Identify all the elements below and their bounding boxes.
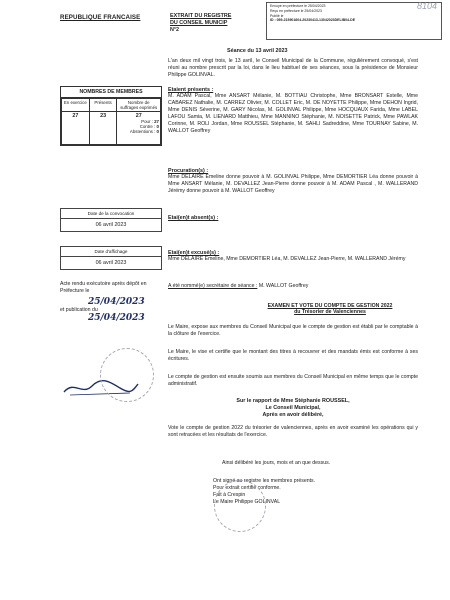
exam-title (230, 303, 430, 315)
exam-subtitle: du Trésorier de Valenciennes (294, 309, 366, 315)
absents-title: Etai(en)t absent(s) : (168, 215, 219, 221)
col-exercice-header: En exercice (62, 99, 90, 112)
contre-label: Contre : (139, 124, 156, 129)
executoire-text: Acte rendu exécutoire après dépôt en Préfecture le (60, 281, 147, 294)
extract-line-2: DU CONSEIL MUNICIP (170, 20, 228, 26)
closing-line-5: Le Maire Philippe GOLINVAL (213, 498, 281, 505)
extract-line-1: EXTRAIT DU REGISTRE (170, 13, 232, 19)
procurations-list: Mme DELAIRE Emeline donne pouvoir à M. GOLINVAL Philippe, Mme DEMORTIER Léa donne pouvoir à Mme ANSART Mélanie, M. DEVALLEZ Jean-Pierre donne pouvoir à M. ADAM Pascal , M. WALLERAND Jérémy donne pouvoir à M. WALLOT Geoffrey (168, 174, 418, 194)
contre-value: 0 (156, 124, 159, 129)
republic-header: REPUBLIQUE FRANCAISE (60, 14, 141, 21)
excuses-list: Mme DELAIRE Emeline, Mme DEMORTIER Léa, M. DEVALLEZ Jean-Pierre, M. WALLERAND Jérémy (168, 256, 406, 262)
presents-section (168, 87, 418, 134)
stamp-handwritten-number: 8104 (416, 1, 437, 11)
abst-label: Abstentions : (129, 129, 156, 134)
presents-list: M. ADAM Pascal, Mme ANSART Mélanie, M. BOTTIAU Christophe, Mme BRONSART Estelle, Mme CABAREZ Nathalie, M. CARREZ Olivier, M. COLLET Eric, M. DE NOYETTE Philippe, Mme DEHON Ingrid, Mme DENIS Séverine, M. GARY Nicolas, M. GOLINVAL Philippe, Mme HOCQUAUX Farida, Mme LABEL LAFOU Samia, M. LIENARD Matthieu, Mme MANNINO Stéphanie, M. NOISETTE Patrick, Mme PAWLAK Corinne, M. ROLI Jordan, Mme ROUSSEL Stéphanie, M. SAHLI Sadreddine, Mme TOURNAY Sabine, M. WALLOT Geoffrey (168, 93, 418, 134)
body-p1: Le Maire, expose aux membres du Conseil Municipal que le compte de gestion est établi par le comptable à la clôture de l'exercice. (168, 324, 418, 337)
abst-value: 0 (156, 129, 159, 134)
membres-table (60, 86, 162, 146)
secretaire-line (168, 283, 418, 290)
extract-line-3: N°2 (170, 27, 180, 33)
excuses-section (168, 250, 418, 263)
rapport-line-2: Le Conseil Municipal, (265, 405, 321, 411)
stamp-received: Reçu en préfecture le 25/04/2023 (270, 8, 322, 13)
procurations-section (168, 168, 418, 195)
abst-row (118, 129, 159, 134)
secretaire-label: A été nommé(e) secrétaire de séance : (168, 283, 258, 289)
date-depot-handwritten: 25/04/2023 (88, 296, 145, 307)
convocation-box (60, 208, 162, 232)
absents-section (168, 215, 418, 221)
col-presents-header: Présents (89, 99, 117, 112)
suffrages-cell (117, 112, 161, 145)
convocation-date: 06 avril 2023 (95, 222, 127, 228)
excuses-title: Etai(en)t excusé(s) : (168, 250, 220, 256)
closing-line-1: Ainsi délibéré les jours, mois et an que dessus. (222, 460, 331, 466)
procurations-title: Procuration(s) : (168, 168, 209, 174)
pour-label: Pour : (141, 119, 153, 124)
rapport-block (168, 398, 418, 419)
secretaire-name: M. WALLOT Geoffrey (258, 283, 309, 289)
closing-line-4: Fait à Crespin (213, 491, 246, 498)
affichage-box (60, 246, 162, 270)
presents-value: 23 (89, 112, 117, 145)
publication-label: et publication du (60, 307, 98, 314)
pour-value: 27 (154, 119, 159, 124)
intro-paragraph: L'an deux mil vingt trois, le 13 avril, le Conseil Municipal de la Commune, régulièrement convoqué, s'est réuni au nombre prescrit par la loi, dans le lieu habituel de ses séances, sous la présidence de Monsieur Philippe GOLINVAL. (168, 58, 418, 78)
affichage-date: 06 avril 2023 (95, 260, 127, 266)
presents-title: Etaient présents : (168, 87, 214, 93)
body-p2: Le Maire, le vise et certifie que le montant des titres à recouvrer et des mandats émis est conforme à ses écritures. (168, 349, 418, 362)
membres-title: NOMBRES DE MEMBRES (61, 87, 161, 98)
stamp-published: Publié le (270, 13, 284, 18)
rapport-line-1: Sur le rapport de Mme Stéphanie ROUSSEL, (236, 398, 350, 404)
closing-line-2: Ont signé au registre les membres présents. (213, 478, 316, 484)
executoire-block (60, 281, 170, 322)
exercice-value: 27 (62, 112, 90, 145)
rapport-line-3: Après en avoir délibéré, (262, 412, 324, 418)
seance-date: Séance du 13 avril 2023 (227, 48, 288, 54)
convocation-label: Date de la convocation (61, 209, 161, 219)
exam-title-line: EXAMEN ET VOTE DU COMPTE DE GESTION 2022 (267, 303, 393, 309)
mairie-seal-left (100, 348, 154, 402)
stamp-id: ID : 059-215901604-20230413-13042023DELIB04-DE (270, 18, 356, 23)
prefecture-stamp (266, 2, 442, 40)
mairie-seal-right (214, 480, 266, 532)
col-suffrages-header: Nombre de suffrages exprimés (117, 99, 161, 112)
closing-line-3: Pour extrait certifié conforme. (213, 484, 281, 491)
stamp-sent: Envoyé en préfecture le 25/04/2023 (270, 4, 326, 8)
affichage-label: Date d'affichage (61, 247, 161, 257)
vote-paragraph: Vote le compte de gestion 2022 du trésorier de valenciennes, après en avoir examiné les opérations qui y sont retracées et les résultats de l'exercice. (168, 425, 418, 438)
date-publication-handwritten: 25/04/2023 (88, 313, 145, 324)
body-p3: Le compte de gestion est ensuite soumis aux membres du Conseil Municipal en même temps que le compte administratif. (168, 374, 418, 387)
suffrages-value: 27 (135, 113, 142, 119)
